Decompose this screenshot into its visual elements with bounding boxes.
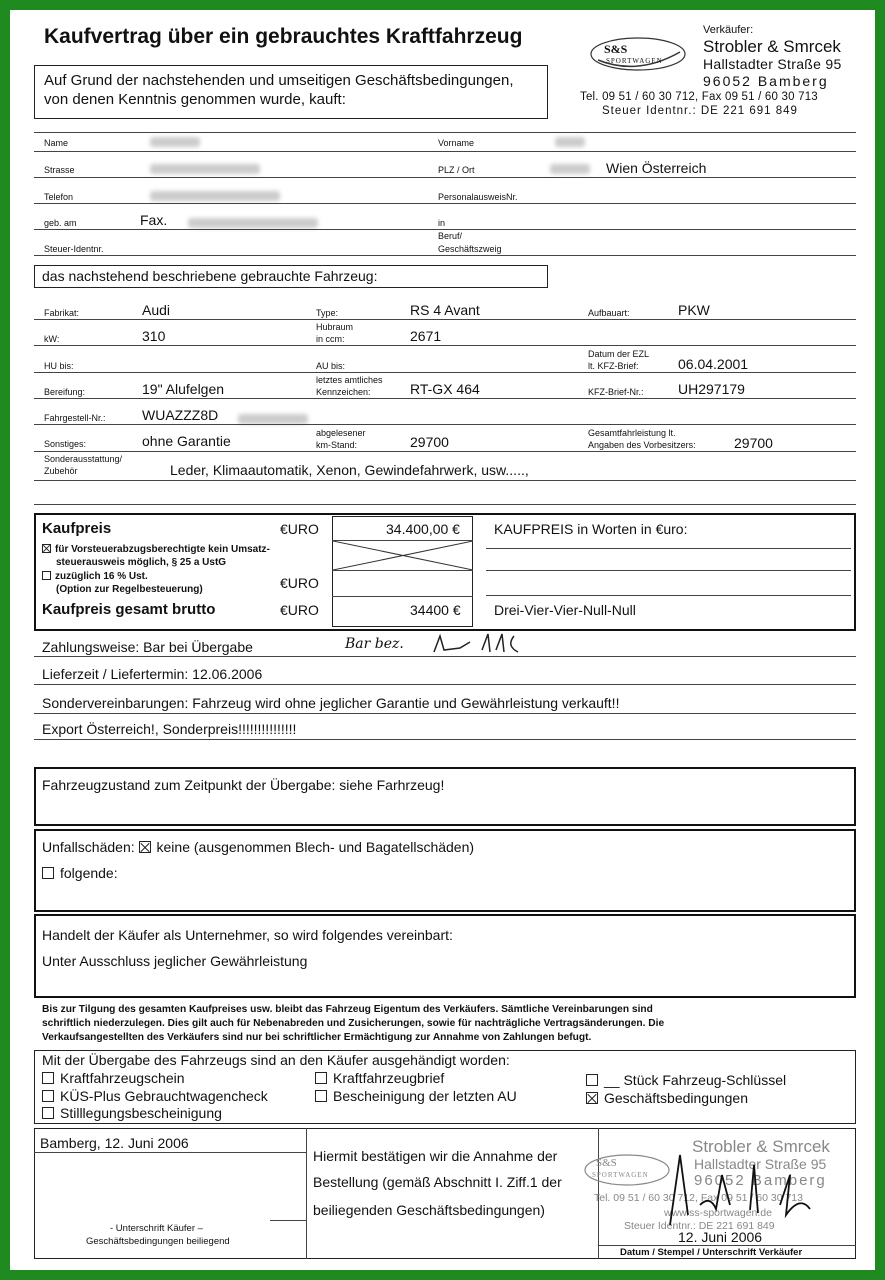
extras-value: Leder, Klimaautomatik, Xenon, Gewindefahrwerk, usw.....,	[170, 462, 529, 478]
handover-item-terms: Geschäftsbedingungen	[586, 1090, 748, 1106]
title-doc-label: KFZ-Brief-Nr.:	[588, 387, 644, 397]
buyer-city: Wien Österreich	[606, 160, 707, 176]
vat-option-2: zuzüglich 16 % Ust.	[42, 571, 148, 582]
misc-value: ohne Garantie	[142, 433, 231, 449]
au-label: AU bis:	[316, 361, 346, 371]
seller-city: 96052 Bamberg	[703, 73, 829, 89]
stamp-city: 96052 Bamberg	[694, 1172, 827, 1189]
seller-label: Verkäufer:	[703, 24, 754, 36]
kw-value: 310	[142, 328, 166, 344]
extras-label-2: Zubehör	[44, 466, 78, 476]
condition-text: Fahrzeugzustand zum Zeitpunkt der Übergabe: siehe Farhrzeug!	[42, 777, 445, 793]
keys-checkbox[interactable]	[586, 1074, 598, 1086]
buyer-street-label: Strasse	[44, 165, 75, 175]
vin-redacted	[238, 411, 308, 429]
seller-signature	[650, 1135, 840, 1240]
stamp-date: 12. Juni 2006	[678, 1229, 763, 1245]
price-words-label: KAUFPREIS in Worten in €uro:	[494, 521, 688, 537]
buyer-id-label: PersonalausweisNr.	[438, 192, 518, 202]
buyer-profession-label-2: Geschäftszweig	[438, 244, 502, 254]
accident-none-checkbox[interactable]	[139, 841, 151, 853]
intro-line-2: von denen Kenntnis genommen wurde, kauft:	[44, 91, 346, 108]
registration-date-label-2: lt. KFZ-Brief:	[588, 361, 639, 371]
handover-item-deregistration: Stilllegungsbescheinigung	[42, 1105, 222, 1121]
stamp-web: www.ss-sportwagen.de	[664, 1207, 772, 1219]
type-value: RS 4 Avant	[410, 302, 480, 318]
stamp-logo-bottom: SPORTWAGEN	[592, 1171, 649, 1179]
total-price-label: Kaufpreis gesamt brutto	[42, 601, 216, 618]
accident-none: Unfallschäden: keine (ausgenommen Blech- und Bagatellschäden)	[42, 839, 475, 855]
document-title: Kaufvertrag über ein gebrauchtes Kraftfahrzeug	[44, 25, 523, 48]
confirmation-line-2: Bestellung (gemäß Abschnitt I. Ziff.1 der	[313, 1174, 562, 1190]
plate-label-2: Kennzeichen:	[316, 387, 371, 397]
total-mileage-label-1: Gesamtfahrleistung lt.	[588, 428, 676, 438]
mileage-value: 29700	[410, 434, 449, 450]
total-price-value: 34400 €	[410, 602, 461, 618]
check-checkbox[interactable]	[42, 1090, 54, 1102]
total-mileage-label-2: Angaben des Vorbesitzers:	[588, 440, 696, 450]
payment-method: Zahlungsweise: Bar bei Übergabe	[42, 639, 253, 655]
mileage-label-1: abgelesener	[316, 428, 366, 438]
business-buyer-line-1: Handelt der Käufer als Unternehmer, so wird folgendes vereinbart:	[42, 927, 453, 943]
handover-item-au: Bescheinigung der letzten AU	[315, 1088, 517, 1104]
price-currency: €URO	[280, 521, 319, 537]
logo-text-top: S&S	[604, 42, 628, 56]
body-label: Aufbauart:	[588, 308, 630, 318]
vehicle-intro: das nachstehend beschriebene gebrauchte Fahrzeug:	[42, 268, 378, 284]
registration-date-label-1: Datum der EZL	[588, 349, 650, 359]
buyer-profession-label-1: Beruf/	[438, 231, 463, 241]
buyer-birth-label: geb. am	[44, 218, 77, 228]
seller-phone: Tel. 09 51 / 60 30 712, Fax 09 51 / 60 30 713	[580, 91, 818, 103]
seller-name: Strobler & Smrcek	[703, 37, 841, 56]
condition-box	[34, 767, 856, 826]
payment-handwritten-note: Bar bez.	[345, 636, 404, 652]
ownership-line-1: Bis zur Tilgung des gesamten Kaufpreises usw. bleibt das Fahrzeug Eigentum des Verkäufers. Sämtliche Vereinbarungen sind	[42, 1004, 653, 1015]
vin-value: WUAZZZ8D	[142, 407, 219, 423]
seller-tax-id: Steuer Identnr.: DE 221 691 849	[602, 105, 798, 117]
place-date: Bamberg, 12. Juni 2006	[40, 1135, 189, 1151]
vat-option-1-cont: steuerausweis möglich, § 25 a UstG	[56, 557, 227, 568]
seller-logo	[588, 34, 688, 74]
tires-value: 19" Alufelgen	[142, 381, 225, 397]
plate-value: RT-GX 464	[410, 381, 480, 397]
body-value: PKW	[678, 302, 710, 318]
title-doc-value: UH297179	[678, 381, 745, 397]
accident-following-checkbox[interactable]	[42, 867, 54, 879]
total-price-currency: €URO	[280, 602, 319, 618]
buyer-in-label: in	[438, 218, 446, 228]
stamp-name: Strobler & Smrcek	[692, 1137, 830, 1156]
au-checkbox[interactable]	[315, 1090, 327, 1102]
stamp-street: Hallstadter Straße 95	[694, 1156, 827, 1172]
buyer-vorname-redacted	[555, 134, 585, 152]
export-note: Export Österreich!, Sonderpreis!!!!!!!!!!!!!!!	[42, 721, 297, 737]
buyer-signature-note: Geschäftsbedingungen beiliegend	[86, 1236, 230, 1247]
buyer-fax-redacted	[188, 215, 318, 233]
terms-checkbox[interactable]	[586, 1092, 598, 1104]
plate-label-1: letztes amtliches	[316, 375, 383, 385]
buyer-vorname-label: Vorname	[438, 138, 475, 148]
displacement-value: 2671	[410, 328, 442, 344]
ownership-line-2: schriftlich niederzulegen. Dies gilt auch für Nebenabreden und Zusicherungen, sowie für nachträgliche Vertragsänderungen. Die	[42, 1018, 665, 1029]
confirmation-line-1: Hiermit bestätigen wir die Annahme der	[313, 1148, 558, 1164]
stamp-phone: Tel. 09 51 / 60 30 712, Fax 09 51 / 60 30 713	[594, 1192, 803, 1204]
seller-street: Hallstadter Straße 95	[703, 56, 842, 72]
buyer-name-redacted	[150, 134, 200, 152]
vat-exempt-checkbox[interactable]	[42, 544, 51, 553]
delivery-date: Lieferzeit / Liefertermin: 12.06.2006	[42, 666, 263, 682]
handover-item-registration: Kraftfahrzeugschein	[42, 1070, 185, 1086]
type-label: Type:	[316, 308, 339, 318]
buyer-tax-label: Steuer-Identnr.	[44, 244, 104, 254]
make-label: Fabrikat:	[44, 308, 80, 318]
contract-page	[10, 10, 875, 1270]
seller-signature-label: Datum / Stempel / Unterschrift Verkäufer	[620, 1247, 803, 1258]
misc-label: Sonstiges:	[44, 439, 87, 449]
kw-label: kW:	[44, 334, 60, 344]
total-price-words: Drei-Vier-Vier-Null-Null	[494, 602, 636, 618]
registration-date-value: 06.04.2001	[678, 356, 749, 372]
vat-add-checkbox[interactable]	[42, 571, 51, 580]
logo-text-bottom: SPORTWAGEN	[606, 57, 663, 65]
ownership-line-3: Verkaufsangestellten des Verkäufers sind nur bei schriftlicher Ermächtigung zur Annahme von Zahlungen befugt.	[42, 1032, 592, 1043]
vat-currency: €URO	[280, 575, 319, 591]
displacement-label-1: Hubraum	[316, 322, 354, 332]
vat-option-1: für Vorsteuerabzugsberechtigte kein Umsatz-	[42, 544, 270, 555]
handover-item-title: Kraftfahrzeugbrief	[315, 1070, 444, 1086]
price-crossed-cell	[333, 541, 473, 575]
handover-intro: Mit der Übergabe des Fahrzeugs sind an den Käufer ausgehändigt worden:	[42, 1052, 510, 1068]
intro-line-1: Auf Grund der nachstehenden und umseitigen Geschäftsbedingungen,	[44, 72, 514, 89]
payment-handwritten-sig	[430, 628, 540, 665]
buyer-phone-label: Telefon	[44, 192, 74, 202]
handover-item-check: KÜS-Plus Gebrauchtwagencheck	[42, 1088, 268, 1104]
deregistration-checkbox[interactable]	[42, 1107, 54, 1119]
vat-option-2-cont: (Option zur Regelbesteuerung)	[56, 584, 203, 595]
mileage-label-2: km-Stand:	[316, 440, 358, 450]
confirmation-line-3: beiliegenden Geschäftsbedingungen)	[313, 1202, 545, 1218]
price-value: 34.400,00 €	[386, 521, 460, 537]
buyer-plz-label: PLZ / Ort	[438, 165, 475, 175]
buyer-signature-label: - Unterschrift Käufer –	[110, 1223, 203, 1234]
total-mileage-value: 29700	[734, 435, 773, 451]
stamp-logo-top: S&S	[596, 1157, 617, 1169]
displacement-label-2: in ccm:	[316, 334, 345, 344]
special-agreements: Sondervereinbarungen: Fahrzeug wird ohne jeglicher Garantie und Gewährleistung verkauft!!	[42, 695, 620, 711]
make-value: Audi	[142, 302, 171, 318]
accident-following: folgende:	[42, 865, 118, 881]
extras-label-1: Sonderausstattung/	[44, 454, 123, 464]
hu-label: HU bis:	[44, 361, 74, 371]
vin-label: Fahrgestell-Nr.:	[44, 413, 106, 423]
buyer-fax: Fax.	[140, 212, 168, 228]
tires-label: Bereifung:	[44, 387, 86, 397]
price-label: Kaufpreis	[42, 520, 112, 537]
registration-checkbox[interactable]	[42, 1072, 54, 1084]
handover-item-keys: __ Stück Fahrzeug-Schlüssel	[586, 1072, 786, 1088]
stamp-tax: Steuer Identnr.: DE 221 691 849	[624, 1220, 775, 1232]
title-checkbox[interactable]	[315, 1072, 327, 1084]
buyer-name-label: Name	[44, 138, 69, 148]
business-buyer-line-2: Unter Ausschluss jeglicher Gewährleistung	[42, 953, 308, 969]
